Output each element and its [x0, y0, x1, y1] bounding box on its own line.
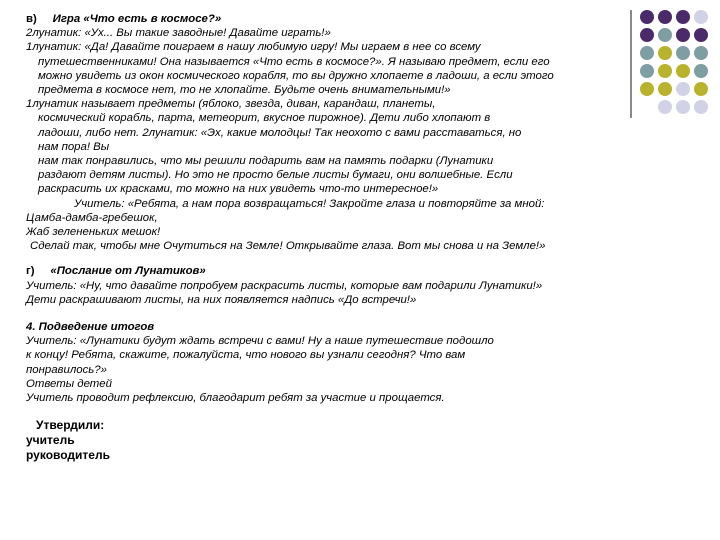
section-g-title: «Послание от Лунатиков»: [50, 265, 206, 278]
section-v-heading: [26, 12, 626, 26]
decorative-dot: [676, 64, 690, 78]
decorative-dot: [694, 64, 708, 78]
decorative-dot: [676, 82, 690, 96]
dialog-line: можно увидеть из окон космического корабля, то вы дружно хлопаете в ладоши, а если этого: [38, 69, 554, 82]
decorative-dot: [640, 46, 654, 60]
decorative-dot: [658, 46, 672, 60]
chant-line: Жаб зелененьких мешок!: [26, 226, 161, 239]
decorative-dot: [658, 100, 672, 114]
dialog-line: путешественниками! Она называется «Что есть в космосе?». Я называю предмет, если его: [38, 55, 550, 68]
game-text-line: Учитель: «Ребята, а нам пора возвращаться! Закройте глаза и повторяйте за мной:: [74, 197, 545, 210]
decorative-vertical-line: [630, 10, 632, 118]
dialog-line: предмета в космосе нет, то не хлопайте. Будьте очень внимательными!»: [38, 84, 451, 97]
decorative-dot: [640, 10, 654, 24]
decorative-dot: [658, 28, 672, 42]
chant-line: Цамба-дамба-гребешок,: [26, 211, 158, 224]
section-v-title: Игра «Что есть в космосе?»: [52, 13, 222, 25]
section-4-line: понравилось?»: [26, 363, 107, 376]
section-4-line: Учитель проводит рефлексию, благодарит ребят за участие и прощается.: [26, 392, 445, 405]
decorative-dot: [694, 82, 708, 96]
decorative-dot: [658, 10, 672, 24]
section-4-title: 4. Подведение итогов: [26, 321, 155, 334]
decorative-dot: [694, 28, 708, 42]
section-v-label: в): [26, 13, 37, 25]
game-text-line: нам пора! Вы: [38, 140, 110, 153]
section-g-heading: [26, 264, 626, 278]
decorative-dot: [676, 28, 690, 42]
teacher-label: учитель: [26, 433, 75, 448]
section-4-line: Ответы детей: [26, 377, 112, 390]
game-text-line: раскрасить их красками, то можно на них увидеть что-то интересное!»: [38, 183, 439, 196]
game-text-line: раздают детям листы). Но это не просто белые листы бумаги, они волшебные. Если: [38, 169, 513, 182]
chant-line: Сделай так, чтобы мне Очутиться на Земле! Открывайте глаза. Вот мы снова и на Земле!»: [30, 240, 546, 253]
decorative-dot: [676, 100, 690, 114]
section-4-line: Учитель: «Лунатики будут ждать встречи с вами! Ну а наше путешествие подошло: [26, 335, 494, 348]
game-text-line: ладоши, либо нет. 2лунатик: «Эх, какие молодцы! Так неохото с вами расставаться, но: [38, 126, 522, 139]
head-label: руководитель: [26, 448, 110, 463]
decorative-dot: [676, 10, 690, 24]
section-g-line: Учитель: «Ну, что давайте попробуем раскрасить листы, которые вам подарили Лунатики!»: [26, 279, 543, 292]
approved-label: Утвердили:: [36, 418, 105, 433]
game-text-line: 1лунатик называет предметы (яблоко, звезда, диван, карандаш, планеты,: [26, 98, 436, 111]
section-g-label: г): [26, 265, 35, 278]
dialog-line: 1лунатик: «Да! Давайте поиграем в нашу любимую игру! Мы играем в нее со всему: [26, 41, 481, 54]
game-text-line: космический корабль, парта, метеорит, вкусное пирожное). Дети либо хлопают в: [38, 112, 491, 125]
decorative-dot: [694, 10, 708, 24]
decorative-dot-grid: [630, 10, 720, 120]
decorative-dot: [658, 64, 672, 78]
section-g-line: Дети раскрашивают листы, на них появляется надпись «До встречи!»: [26, 293, 417, 306]
decorative-dot: [640, 28, 654, 42]
game-text-line: нам так понравились, что мы решили подарить вам на память подарки (Лунатики: [38, 155, 494, 168]
section-4-line: к концу! Ребята, скажите, пожалуйста, что нового вы узнали сегодня? Что вам: [26, 349, 466, 362]
decorative-dot: [640, 82, 654, 96]
decorative-dot: [676, 46, 690, 60]
decorative-dot: [694, 46, 708, 60]
document-body: [26, 12, 626, 463]
decorative-dot: [694, 100, 708, 114]
decorative-dot: [640, 64, 654, 78]
dialog-line: 2лунатик: «Ух... Вы такие заводные! Давайте играть!»: [26, 27, 331, 40]
decorative-dot: [658, 82, 672, 96]
